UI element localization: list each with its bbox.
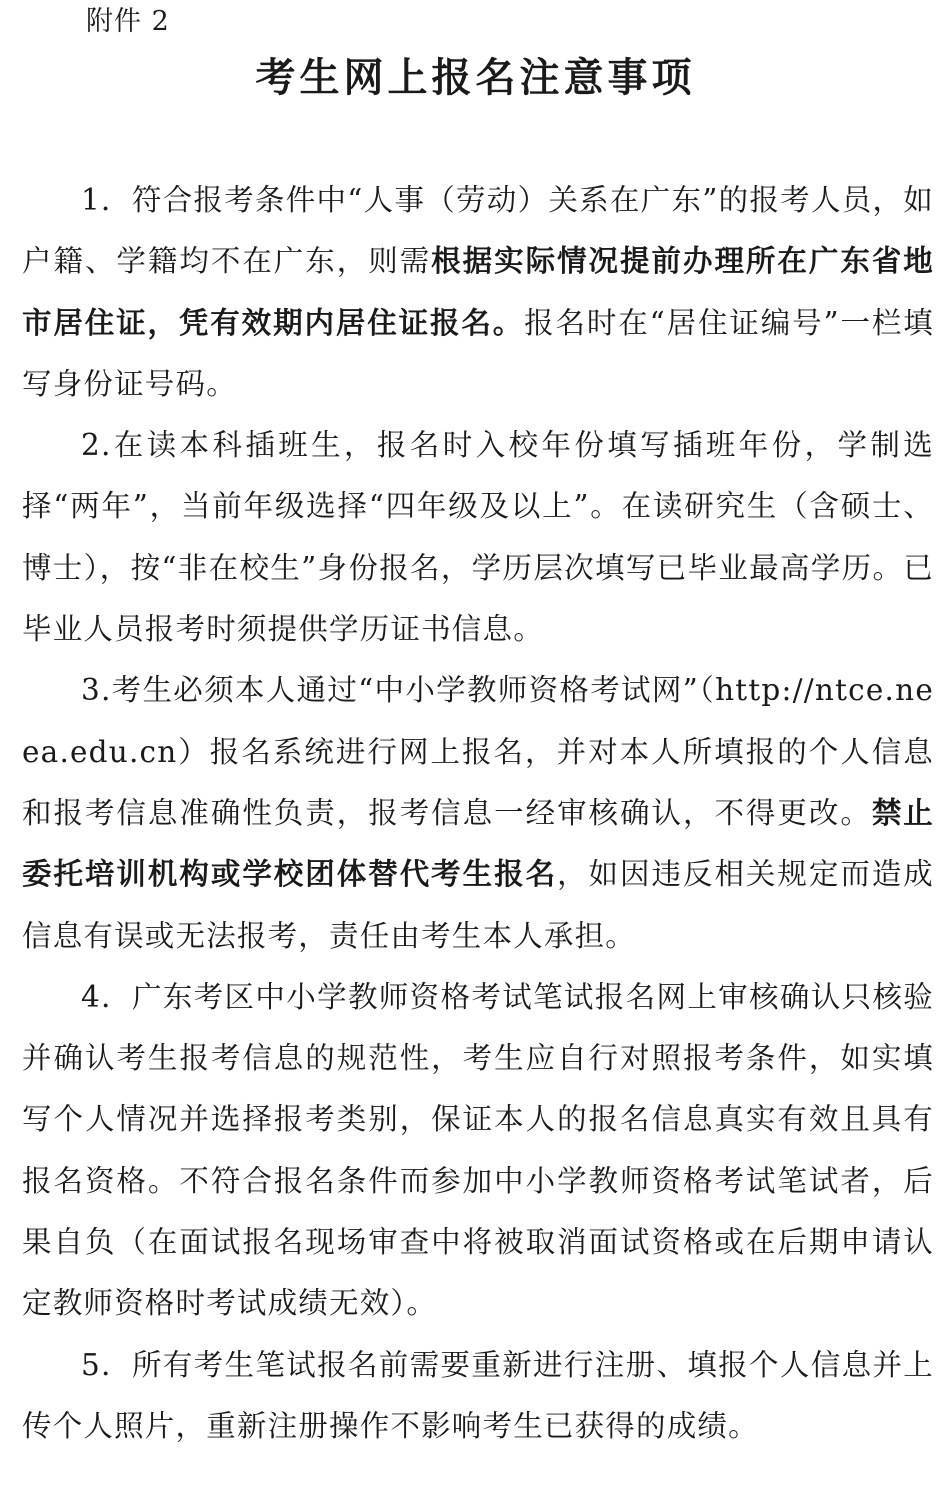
page-title: 考生网上报名注意事项 xyxy=(255,55,696,101)
paragraph-5-text: 5．所有考生笔试报名前需要重新进行注册、填报个人信息并上传个人照片，重新注册操作不影响考生已获得的成绩。 xyxy=(22,1347,934,1443)
paragraph-3-text-end: ，如因违反相关规定而造成信息有误或无法报考，责任由考生本人承担。 xyxy=(22,857,934,953)
paragraph-2 xyxy=(22,415,934,660)
paragraph-1 xyxy=(22,170,934,415)
paragraph-2-text: 2.在读本科插班生，报名时入校年份填写插班年份，学制选择“两年”，当前年级选择“四年级及以上”。在读研究生（含硕士、博士），按“非在校生”身份报名，学历层次填写已毕业最高学历。已毕业人员报考时须提供学历证书信息。 xyxy=(22,428,934,647)
paragraph-1-emphasis: 根据实际情况提前办理所在广东省地市居住证，凭有效期内居住证报名。 xyxy=(22,244,934,340)
document-body xyxy=(22,170,934,1457)
paragraph-5 xyxy=(22,1335,934,1458)
paragraph-3-emphasis: 禁止委托培训机构或学校团体替代考生报名 xyxy=(22,795,935,892)
paragraph-4 xyxy=(22,967,934,1335)
paragraph-1-text-end: 报名时在“居住证编号”一栏填写身份证号码。 xyxy=(22,305,934,401)
paragraph-3 xyxy=(22,660,934,966)
paragraph-1-text: 1．符合报考条件中“人事（劳动）关系在广东”的报考人员，如户籍、学籍均不在广东，则需 xyxy=(22,183,934,279)
attachment-label: 附件 2 xyxy=(86,6,170,37)
paragraph-4-text: 4．广东考区中小学教师资格考试笔试报名网上审核确认只核验并确认考生报考信息的规范性，考生应自行对照报考条件，如实填写个人情况并选择报考类别，保证本人的报名信息真实有效且具有报名资格。不符合报名条件而参加中小学教师资格考试笔试者，后果自负（在面试报名现场审查中将被取消面试资格或在后期申请认定教师资格时考试成绩无效）。 xyxy=(22,979,934,1321)
paragraph-3-text: 3.考生必须本人通过“中小学教师资格考试网”（http://ntce.neea.edu.cn）报名系统进行网上报名，并对本人所填报的个人信息和报考信息准确性负责，报考信息一经审核确认，不得更改。 xyxy=(22,673,934,830)
